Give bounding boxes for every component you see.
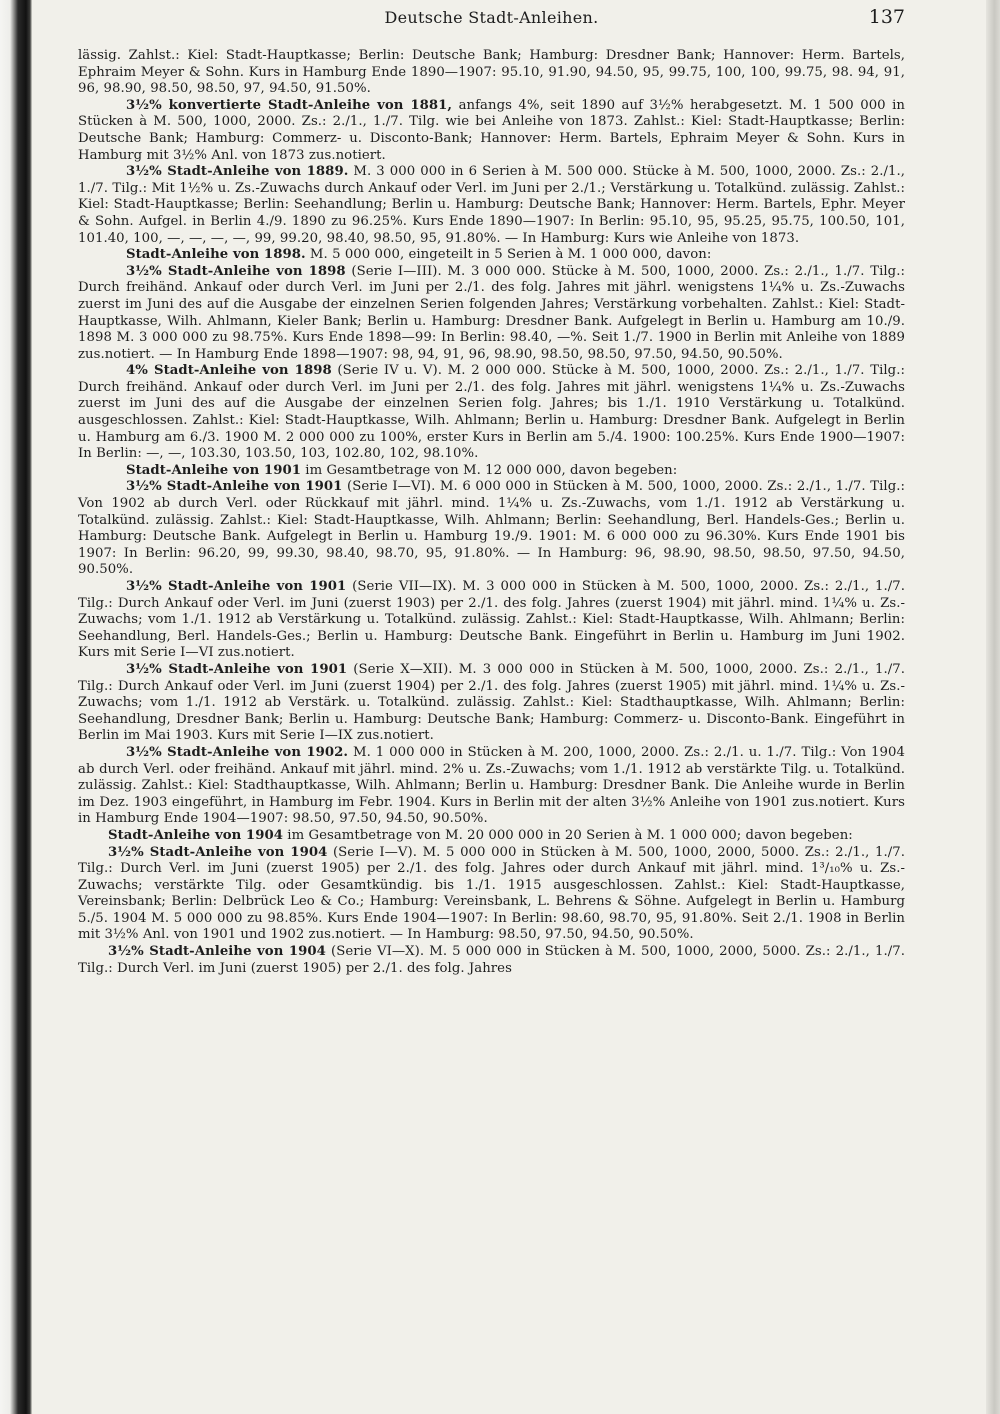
paragraph-text: M. 5 000 000, eingeteilt in 5 Serien à M. 1 000 000, davon:	[305, 247, 712, 263]
paragraph	[78, 48, 905, 98]
paragraph-text: (Serie IV u. V). M. 2 000 000. Stücke à M. 500, 1000, 2000. Zs.: 2./1., 1./7. Tilg.: Durch freihänd. Ankauf oder durch Verl. im Juni per 2./1. des folg. Jahres mit jährl. wenigstens 1¼% u. Zs.-Zuwachs zuerst im Juni des auf die Ausgabe der einzelnen Serien folg. Jahres; bis 1./1. 1910 Verstärkung u. Totalkünd. ausgeschlossen. Zahlst.: Kiel: Stadt-Hauptkasse, Wilh. Ahlmann; Berlin u. Hamburg: Dresdner Bank. Aufgelegt in Berlin u. Hamburg am 6./3. 1900 M. 2 000 000 zu 100%, erster Kurs in Berlin am 5./4. 1900: 100.25%. Kurs Ende 1900—1907: In Berlin: —, —, 103.30, 103.50, 103, 102.80, 102, 98.10%.	[78, 363, 905, 462]
paragraph-text: im Gesamtbetrage von M. 12 000 000, davon begeben:	[301, 462, 678, 478]
paragraph	[78, 264, 905, 364]
paragraph	[78, 662, 905, 745]
running-title: Deutsche Stadt-Anleihen.	[384, 8, 599, 27]
paragraph-text: M. 1 000 000 in Stücken à M. 200, 1000, 2000. Zs.: 2./1. u. 1./7. Tilg.: Von 1904 ab durch Verl. oder freihänd. Ankauf mit jährl. mind. 2% u. Zs.-Zuwachs; vom 1./1. 1912 ab verstärkte Tilg. u. Totalkünd. zulässig. Zahlst.: Kiel: Stadthauptkasse, Wilh. Ahlmann; Berlin u. Hamburg: Dresdner Bank. Die Anleihe wurde in Berlin im Dez. 1903 eingeführt, in Hamburg im Febr. 1904. Kurs in Berlin mit der alten 3½% Anleihe von 1901 zus.notiert. Kurs in Hamburg Ende 1904—1907: 98.50, 97.50, 94.50, 90.50%.	[78, 744, 905, 827]
paragraph	[78, 579, 905, 662]
entry-heading: 3½% Stadt-Anleihe von 1898	[126, 263, 346, 279]
entry-heading: 3½% konvertierte Stadt-Anleihe von 1881,	[126, 97, 453, 113]
paragraph	[78, 745, 905, 828]
entry-heading: 3½% Stadt-Anleihe von 1901	[126, 661, 348, 677]
entry-heading: 3½% Stadt-Anleihe von 1904	[108, 844, 328, 860]
entry-heading: 3½% Stadt-Anleihe von 1904	[108, 944, 326, 960]
paragraph-text: (Serie I—III). M. 3 000 000. Stücke à M. 500, 1000, 2000. Zs.: 2./1., 1./7. Tilg.: Durch freihänd. Ankauf oder durch Verl. im Juni per 2./1. des folg. Jahres mit jährl. wenigstens 1¼% u. Zs.-Zuwachs zuerst im Juni des auf die Ausgabe der einzelnen Serien folgenden Jahres; Verstärkung vorbehalten. Zahlst.: Kiel: Stadt-Hauptkasse, Wilh. Ahlmann, Kieler Bank; Berlin u. Hamburg: Dresdner Bank. Aufgelegt in Berlin u. Hamburg am 10./9. 1898 M. 3 000 000 zu 98.75%. Kurs Ende 1898—99: In Berlin: 98.40, —%. Seit 1./7. 1900 in Berlin mit Anleihe von 1889 zus.notiert. — In Hamburg Ende 1898—1907: 98, 94, 91, 96, 98.90, 98.50, 98.50, 97.50, 94.50, 90.50%.	[78, 263, 905, 362]
paragraph-text: im Gesamtbetrage von M. 20 000 000 in 20 Serien à M. 1 000 000; davon begeben:	[283, 827, 853, 843]
paragraph-text: anfangs 4%, seit 1890 auf 3½% herabgesetzt. M. 1 500 000 in Stücken à M. 500, 1000, 2000. Zs.: 2./1., 1./7. Tilg. wie bei Anleihe von 1873. Zahlst.: Kiel: Stadt-Hauptkasse; Berlin: Deutsche Bank; Hamburg: Commerz- u. Disconto-Bank; Hannover: Herm. Bartels, Ephraim Meyer & Sohn. Kurs in Hamburg mit 3½% Anl. von 1873 zus.notiert.	[78, 97, 906, 163]
page-edge	[986, 0, 1000, 1414]
page-number: 137	[868, 6, 905, 28]
paragraph	[78, 845, 905, 945]
entry-heading: Stadt-Anleihe von 1898.	[126, 247, 306, 263]
paragraph	[78, 944, 905, 977]
entry-heading: 3½% Stadt-Anleihe von 1902.	[126, 744, 349, 760]
paragraph-text: (Serie X—XII). M. 3 000 000 in Stücken à M. 500, 1000, 2000. Zs.: 2./1., 1./7. Tilg.: Durch Ankauf oder Verl. im Juni (zuerst 1904) per 2./1. des folg. Jahres (zuerst 1905) mit jährl. mind. 1¼% u. Zs.-Zuwachs; vom 1./1. 1912 ab Verstärk. u. Totalkünd. zulässig. Zahlst.: Kiel: Stadthauptkasse, Wilh. Ahlmann; Berlin: Seehandlung, Dresdner Bank; Berlin u. Hamburg: Deutsche Bank; Hamburg: Commerz- u. Disconto-Bank. Eingeführt in Berlin im Mai 1903. Kurs mit Serie I—IX zus.notiert.	[78, 661, 906, 744]
entry-heading: 3½% Stadt-Anleihe von 1889.	[126, 164, 349, 180]
paragraph-text: lässig. Zahlst.: Kiel: Stadt-Hauptkasse; Berlin: Deutsche Bank; Hamburg: Dresdner Bank; Hannover: Herm. Bartels, Ephraim Meyer & Sohn. Kurs in Hamburg Ende 1890—1907: 95.10, 91.90, 94.50, 95, 99.75, 100, 100, 99.75, 98. 94, 91, 96, 98.90, 98.50, 98.50, 97, 94.50, 91.50%.	[78, 48, 905, 97]
paragraph	[78, 479, 905, 579]
paragraph	[78, 247, 905, 264]
entry-heading: 4% Stadt-Anleihe von 1898	[126, 363, 332, 379]
page-header	[78, 8, 905, 32]
paragraph-text: (Serie VII—IX). M. 3 000 000 in Stücken à M. 500, 1000, 2000. Zs.: 2./1., 1./7. Tilg.: Durch Ankauf oder Verl. im Juni (zuerst 1903) per 2./1. des folg. Jahres (zuerst 1904) mit jährl. mind. 1¼% u. Zs.-Zuwachs; vom 1./1. 1912 ab Verstärkung u. Totalkünd. zulässig. Zahlst.: Kiel: Stadt-Hauptkasse, Wilh. Ahlmann; Berlin: Seehandlung, Berl. Handels-Ges.; Berlin u. Hamburg: Deutsche Bank. Eingeführt in Berlin u. Hamburg im Juni 1902. Kurs mit Serie I—VI zus.notiert.	[78, 579, 905, 661]
entry-heading: 3½% Stadt-Anleihe von 1901	[126, 479, 343, 495]
entry-heading: 3½% Stadt-Anleihe von 1901	[126, 579, 347, 594]
body-text	[78, 48, 905, 977]
entry-heading: Stadt-Anleihe von 1901	[126, 462, 302, 478]
paragraph-text: M. 3 000 000 in 6 Serien à M. 500 000. Stücke à M. 500, 1000, 2000. Zs.: 2./1., 1./7. Tilg.: Mit 1½% u. Zs.-Zuwachs durch Ankauf oder Verl. im Juni per 2./1.; Verstärkung u. Totalkünd. zulässig. Zahlst.: Kiel: Stadt-Hauptkasse; Berlin: Seehandlung; Berlin u. Hamburg: Deutsche Bank; Hannover: Herm. Bartels, Ephr. Meyer & Sohn. Aufgel. in Berlin 4./9. 1890 zu 96.25%. Kurs Ende 1890—1907: In Berlin: 95.10, 95, 95.25, 95.75, 100.50, 101, 101.40, 100, —, —, —, —, 99, 99.20, 98.40, 98.50, 95, 91.80%. — In Hamburg: Kurs wie Anleihe von 1873.	[78, 164, 905, 246]
paragraph	[78, 828, 905, 845]
book-spine-shadow	[0, 0, 32, 1414]
paragraph	[78, 164, 905, 247]
paragraph	[78, 363, 905, 463]
paragraph-text: (Serie I—VI). M. 6 000 000 in Stücken à M. 500, 1000, 2000. Zs.: 2./1., 1./7. Tilg.: Von 1902 ab durch Verl. oder Rückkauf mit jährl. mind. 1¼% u. Zs.-Zuwachs, vom 1./1. 1912 ab Verstärkung u. Totalkünd. zulässig. Zahlst.: Kiel: Stadt-Hauptkasse, Wilh. Ahlmann; Berlin: Seehandlung, Berl. Handels-Ges.; Berlin u. Hamburg: Deutsche Bank. Aufgelegt in Berlin u. Hamburg 19./9. 1901: M. 6 000 000 zu 96.30%. Kurs Ende 1901 bis 1907: In Berlin: 96.20, 99, 99.30, 98.40, 98.70, 95, 91.80%. — In Hamburg: 96, 98.90, 98.50, 98.50, 97.50, 94.50, 90.50%.	[78, 479, 906, 578]
paragraph	[78, 463, 905, 480]
paragraph-text: (Serie VI—X). M. 5 000 000 in Stücken à M. 500, 1000, 2000, 5000. Zs.: 2./1., 1./7. Tilg.: Durch Verl. im Juni (zuerst 1905) per 2./1. des folg. Jahres	[78, 944, 905, 976]
paragraph	[78, 98, 905, 164]
paragraph-text: (Serie I—V). M. 5 000 000 in Stücken à M. 500, 1000, 2000, 5000. Zs.: 2./1., 1./7. Tilg.: Durch Verl. im Juni (zuerst 1905) per 2./1. des folg. Jahres oder durch Ankauf mit jährl. mind. 1³/₁₀% u. Zs.-Zuwachs; verstärkte Tilg. oder Gesamtkündig. bis 1./1. 1915 ausgeschlossen. Zahlst.: Kiel: Stadt-Hauptkasse, Vereinsbank; Berlin: Delbrück Leo & Co.; Hamburg: Vereinsbank, L. Behrens & Söhne. Aufgelegt in Berlin u. Hamburg 5./5. 1904 M. 5 000 000 zu 98.85%. Kurs Ende 1904—1907: In Berlin: 98.60, 98.70, 95, 91.80%. Seit 2./1. 1908 in Berlin mit 3½% Anl. von 1901 und 1902 zus.notiert. — In Hamburg: 98.50, 97.50, 94.50, 90.50%.	[78, 844, 905, 943]
entry-heading: Stadt-Anleihe von 1904	[108, 827, 284, 843]
